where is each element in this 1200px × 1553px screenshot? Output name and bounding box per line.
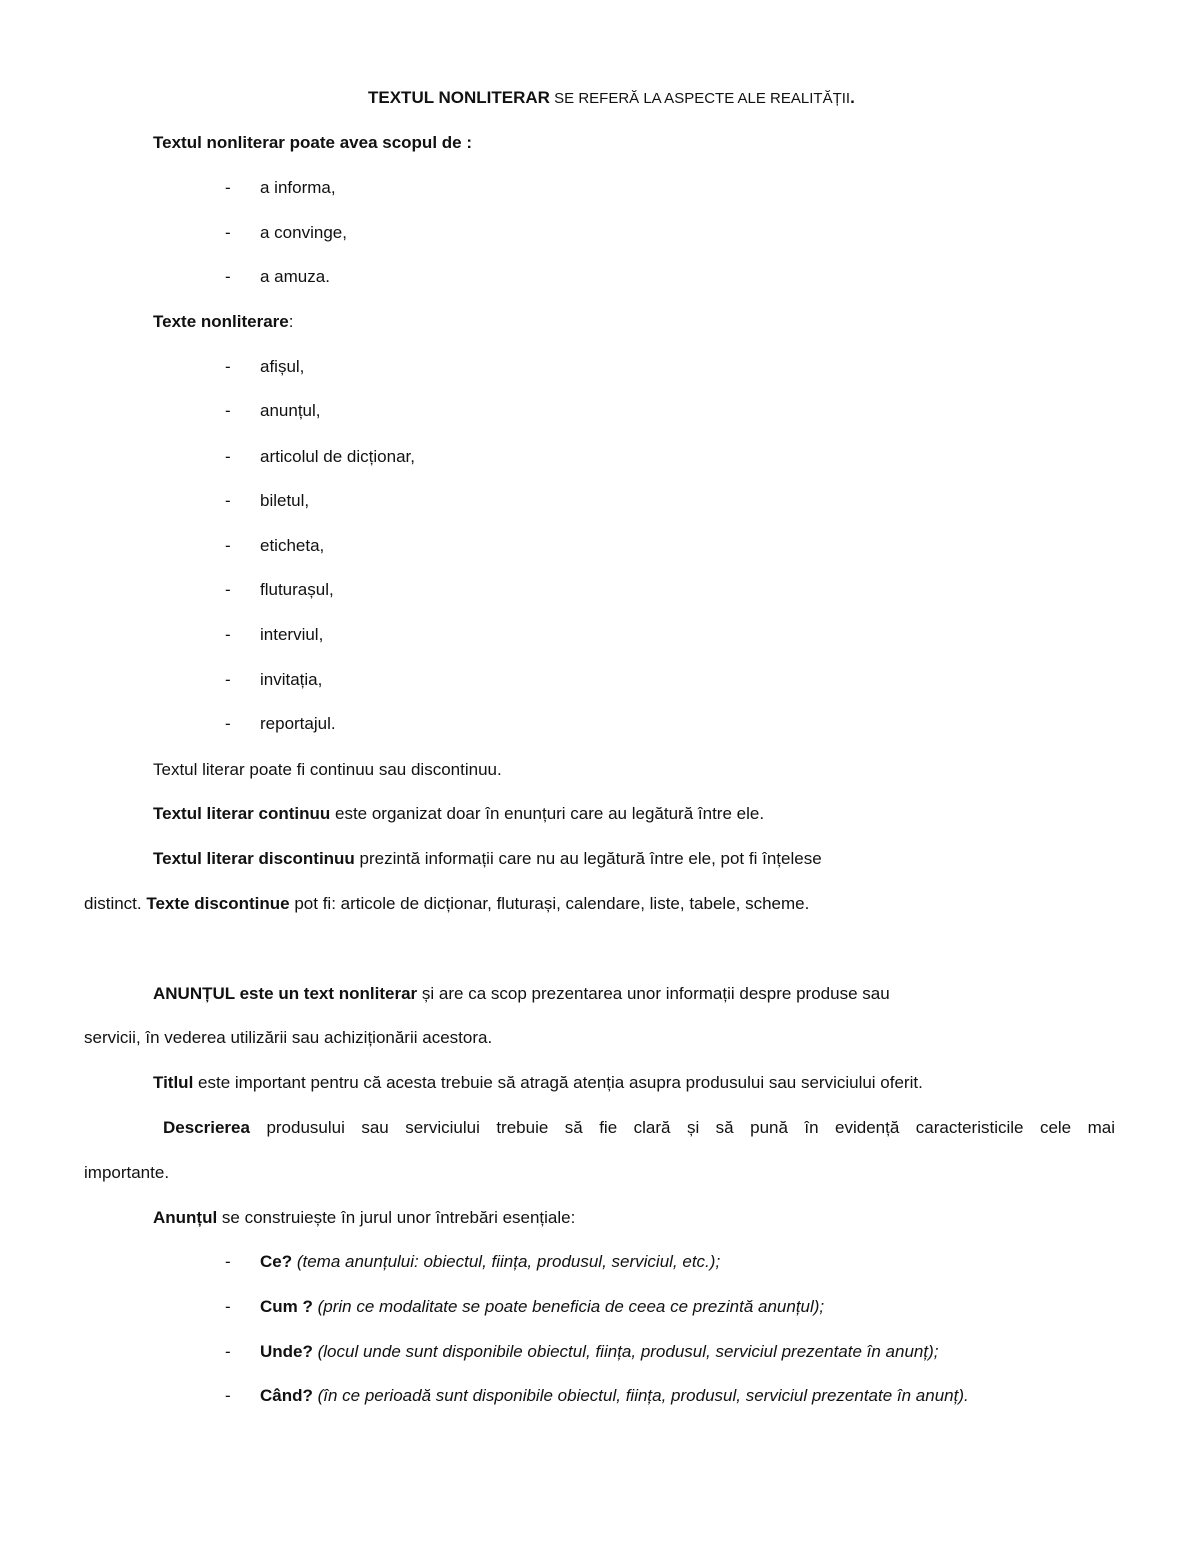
list-item: afișul, [260, 357, 305, 376]
title-end: . [850, 88, 855, 107]
question-text: (în ce perioadă sunt disponibile obiectul, ființa, produsul, serviciul prezentate în anunț). [312, 1386, 969, 1405]
list-dash: - [225, 223, 231, 242]
list-dash: - [225, 1297, 231, 1316]
list-item: interviul, [260, 625, 324, 644]
anuntul-paragraph [153, 1207, 575, 1229]
anunt-paragraph [153, 983, 890, 1005]
discontinuu-line2-start: distinct. [84, 894, 147, 913]
continuu-paragraph [153, 803, 764, 825]
discontinuu-paragraph [153, 848, 822, 870]
list-item: anunțul, [260, 401, 321, 420]
list-item: eticheta, [260, 536, 325, 555]
list-item: fluturașul, [260, 580, 334, 599]
list-dash: - [225, 1386, 231, 1405]
continuu-rest: este organizat doar în enunțuri care au legătură între ele. [330, 804, 765, 823]
anuntul-bold: Anunțul [153, 1208, 218, 1227]
list-item: reportajul. [260, 714, 336, 733]
question-item [260, 1385, 969, 1407]
anuntul-rest: se construiește în jurul unor întrebări esențiale: [217, 1208, 576, 1227]
list-dash: - [225, 357, 231, 376]
list-dash: - [225, 670, 231, 689]
list-dash: - [225, 401, 231, 420]
title-rest: SE REFERĂ LA ASPECTE ALE REALITĂȚII [549, 90, 851, 107]
descriere-rest: produsului sau serviciului trebuie să fie clară și să pună în evidență caracteristicile cele mai [249, 1118, 1115, 1137]
question-label: Ce? [260, 1252, 293, 1271]
anunt-paragraph-line2: servicii, în vederea utilizării sau achiziționării acestora. [84, 1028, 493, 1047]
list-dash: - [225, 178, 231, 197]
scop-heading: Textul nonliterar poate avea scopul de : [153, 133, 472, 152]
list-item: biletul, [260, 491, 310, 510]
question-item [260, 1296, 824, 1318]
continuu-intro: Textul literar poate fi continuu sau discontinuu. [153, 760, 502, 779]
question-text: (tema anunțului: obiectul, ființa, produsul, serviciul, etc.); [292, 1252, 721, 1271]
texte-heading-label: Texte nonliterare [153, 312, 289, 331]
page-title [368, 87, 855, 110]
discontinuu-line2-bold: Texte discontinue [146, 894, 290, 913]
descriere-paragraph [84, 1117, 1115, 1139]
continuu-bold: Textul literar continuu [153, 804, 331, 823]
descriere-bold: Descrierea [163, 1118, 250, 1137]
discontinuu-bold: Textul literar discontinuu [153, 849, 355, 868]
list-item: invitația, [260, 670, 323, 689]
question-label: Cum ? [260, 1297, 313, 1316]
descriere-paragraph-line2: importante. [84, 1163, 170, 1182]
texte-heading [153, 311, 293, 333]
list-dash: - [225, 536, 231, 555]
list-dash: - [225, 491, 231, 510]
titlu-paragraph [153, 1072, 923, 1094]
question-text: (locul unde sunt disponibile obiectul, ființa, produsul, serviciul prezentate în anunț); [312, 1342, 939, 1361]
list-item: a convinge, [260, 223, 347, 242]
list-item: articolul de dicționar, [260, 447, 415, 466]
list-item: a amuza. [260, 267, 330, 286]
discontinuu-rest: prezintă informații care nu au legătură între ele, pot fi înțelese [354, 849, 822, 868]
list-dash: - [225, 1342, 231, 1361]
anunt-bold: ANUNȚUL este un text nonliterar [153, 984, 418, 1003]
title-bold: TEXTUL NONLITERAR [368, 88, 550, 107]
anunt-rest: și are ca scop prezentarea unor informații despre produse sau [417, 984, 890, 1003]
discontinuu-paragraph-line2 [84, 893, 809, 915]
list-dash: - [225, 267, 231, 286]
list-dash: - [225, 447, 231, 466]
titlu-bold: Titlul [153, 1073, 194, 1092]
discontinuu-line2-rest: pot fi: articole de dicționar, fluturași, calendare, liste, tabele, scheme. [289, 894, 810, 913]
list-dash: - [225, 714, 231, 733]
question-text: (prin ce modalitate se poate beneficia de ceea ce prezintă anunțul); [312, 1297, 825, 1316]
question-label: Când? [260, 1386, 313, 1405]
question-label: Unde? [260, 1342, 313, 1361]
list-dash: - [225, 625, 231, 644]
titlu-rest: este important pentru că acesta trebuie să atragă atenția asupra produsului sau serviciului oferit. [193, 1073, 923, 1092]
list-item: a informa, [260, 178, 336, 197]
question-item [260, 1251, 720, 1273]
list-dash: - [225, 1252, 231, 1271]
texte-heading-colon: : [288, 312, 294, 331]
question-item [260, 1341, 938, 1363]
list-dash: - [225, 580, 231, 599]
